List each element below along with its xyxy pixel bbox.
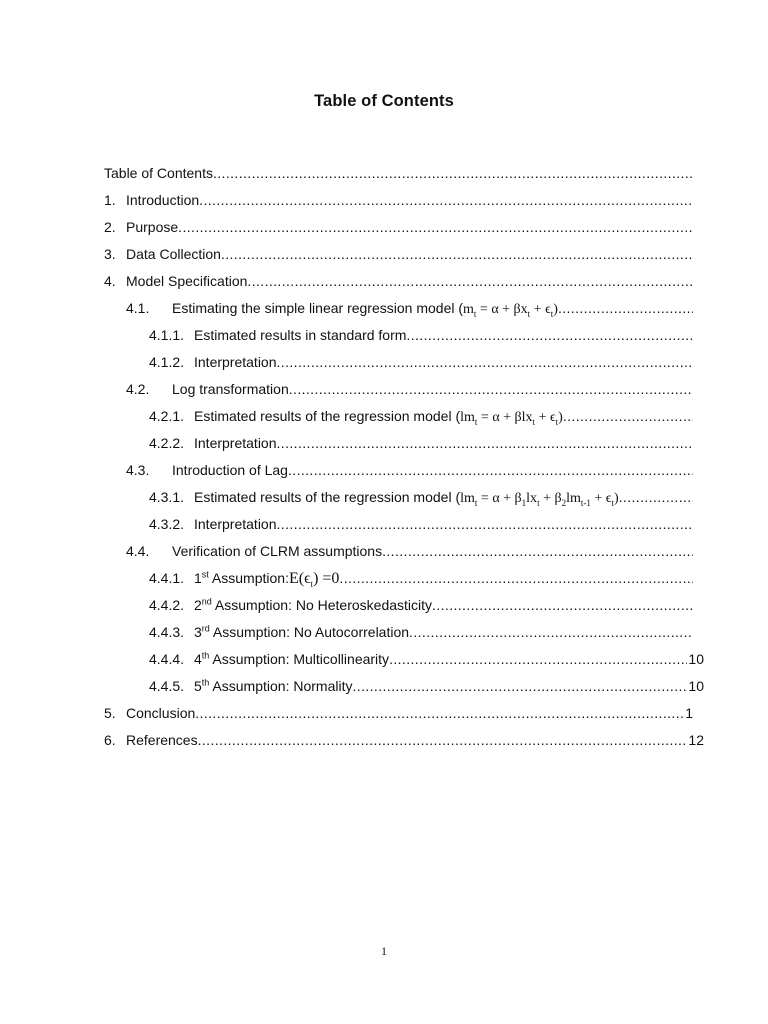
toc-entry-formula: $m_t = \alpha + \beta x_t + \epsilon_t$) [463, 302, 558, 319]
toc-entry-text: Log transformation [172, 381, 289, 397]
toc-entry-text: 1st Assumption: [194, 569, 289, 586]
toc-entry-text: Interpretation [194, 516, 277, 532]
toc-entry-4-3-2[interactable] [104, 511, 704, 538]
toc-entry-number: 4.3. [126, 462, 150, 478]
toc-entry-number: 3. [104, 246, 116, 262]
toc-entry-text: Interpretation [194, 435, 277, 451]
toc-leader-dots [339, 565, 693, 592]
toc-entry-text: Data Collection [126, 246, 221, 262]
toc-entry-text: 4th Assumption: Multicollinearity [194, 650, 390, 667]
toc-entry-number: 4. [104, 273, 116, 289]
toc-entry-number: 4.2. [126, 381, 150, 397]
toc-entry-4-4-4[interactable] [104, 646, 704, 673]
toc-leader-dots [288, 457, 693, 484]
toc-entry-number: 4.4.3. [149, 624, 185, 640]
toc-entry-table-of-contents[interactable] [104, 160, 704, 187]
toc-page-number: 10 [688, 678, 704, 694]
toc-leader-dots [198, 727, 688, 754]
toc-entry-number: 4.4.2. [149, 597, 185, 613]
toc-entry-text: Table of Contents [104, 165, 213, 181]
toc-entry-text: 5th Assumption: Normality [194, 677, 353, 694]
toc-entry-formula: $lm_t = \alpha + \beta lx_t + \epsilon_t$) [460, 410, 563, 427]
toc-page-number: 10 [688, 651, 704, 667]
toc-entry-4-4-2[interactable] [104, 592, 704, 619]
page-title: Table of Contents [314, 92, 454, 110]
toc-entry-4-2-2[interactable] [104, 430, 704, 457]
toc-entry-4-2-1[interactable] [104, 403, 704, 430]
toc-entry-4-4[interactable] [104, 538, 704, 565]
toc-entry-4-1-1[interactable] [104, 322, 704, 349]
toc-entry-4-1[interactable] [104, 295, 704, 322]
toc-leader-dots [389, 646, 687, 673]
toc-leader-dots [558, 295, 693, 322]
toc-leader-dots [406, 322, 693, 349]
toc-entry-references[interactable] [104, 727, 704, 754]
toc-entry-number: 4.2.2. [149, 435, 185, 451]
toc-entry-text: Estimating the simple linear regression model ( [172, 300, 464, 316]
toc-entry-formula: $lm_t = \alpha + \beta_1lx_t + \beta_2lm_{t-1} + \epsilon_t$) [460, 491, 619, 508]
toc-entry-data-collection[interactable] [104, 241, 704, 268]
toc-entry-number: 4.4.1. [149, 570, 185, 586]
toc-leader-dots [409, 619, 693, 646]
toc-leader-dots [352, 673, 687, 700]
toc-entry-4-4-3[interactable] [104, 619, 704, 646]
toc-leader-dots [289, 376, 693, 403]
toc-entry-number: 4.1. [126, 300, 150, 316]
toc-entry-number: 2. [104, 219, 116, 235]
toc-entry-4-4-1[interactable] [104, 565, 704, 592]
toc-list [104, 160, 704, 754]
toc-entry-text: Purpose [126, 219, 179, 235]
toc-leader-dots [277, 349, 694, 376]
toc-leader-dots [277, 430, 694, 457]
toc-entry-text: Estimated results of the regression model ( [194, 489, 461, 505]
toc-leader-dots [619, 484, 693, 511]
toc-entry-number: 4.1.1. [149, 327, 185, 343]
toc-entry-text: Verification of CLRM assumptions [172, 543, 383, 559]
toc-leader-dots [213, 160, 693, 187]
toc-entry-4-2[interactable] [104, 376, 704, 403]
toc-entry-text: Introduction [126, 192, 200, 208]
toc-entry-text: 3rd Assumption: No Autocorrelation [194, 623, 410, 640]
toc-leader-dots [199, 187, 693, 214]
toc-leader-dots [277, 511, 694, 538]
toc-entry-text: Estimated results in standard form [194, 327, 407, 343]
toc-entry-4-3[interactable] [104, 457, 704, 484]
toc-entry-model-specification[interactable] [104, 268, 704, 295]
toc-entry-number: 4.3.1. [149, 489, 185, 505]
toc-entry-conclusion[interactable] [104, 700, 704, 727]
toc-entry-4-3-1[interactable] [104, 484, 704, 511]
toc-leader-dots [221, 241, 693, 268]
toc-entry-number: 5. [104, 705, 116, 721]
toc-entry-4-1-2[interactable] [104, 349, 704, 376]
toc-entry-number: 4.4.4. [149, 651, 185, 667]
toc-entry-number: 4.3.2. [149, 516, 185, 532]
toc-entry-number: 4.2.1. [149, 408, 185, 424]
toc-entry-number: 4.4.5. [149, 678, 185, 694]
toc-entry-number: 4.4. [126, 543, 150, 559]
toc-entry-number: 6. [104, 732, 116, 748]
toc-entry-purpose[interactable] [104, 214, 704, 241]
toc-entry-text: Estimated results of the regression model ( [194, 408, 461, 424]
toc-entry-text: Conclusion [126, 705, 196, 721]
toc-page-number: 12 [688, 732, 704, 748]
toc-entry-formula: $E(\epsilon_t) =0$ [288, 570, 340, 590]
toc-leader-dots [178, 214, 693, 241]
toc-entry-text: References [126, 732, 198, 748]
toc-leader-dots [247, 268, 693, 295]
toc-leader-dots [195, 700, 684, 727]
toc-page-number: 1 [685, 705, 693, 721]
toc-leader-dots [382, 538, 693, 565]
page-footer-number: 1 [381, 944, 387, 958]
toc-entry-text: Introduction of Lag [172, 462, 288, 478]
toc-entry-4-4-5[interactable] [104, 673, 704, 700]
toc-entry-number: 1. [104, 192, 116, 208]
toc-entry-introduction[interactable] [104, 187, 704, 214]
toc-leader-dots [563, 403, 693, 430]
toc-leader-dots [432, 592, 693, 619]
toc-entry-number: 4.1.2. [149, 354, 185, 370]
toc-entry-text: 2nd Assumption: No Heteroskedasticity [194, 596, 433, 613]
toc-entry-text: Model Specification [126, 273, 248, 289]
toc-entry-text: Interpretation [194, 354, 277, 370]
